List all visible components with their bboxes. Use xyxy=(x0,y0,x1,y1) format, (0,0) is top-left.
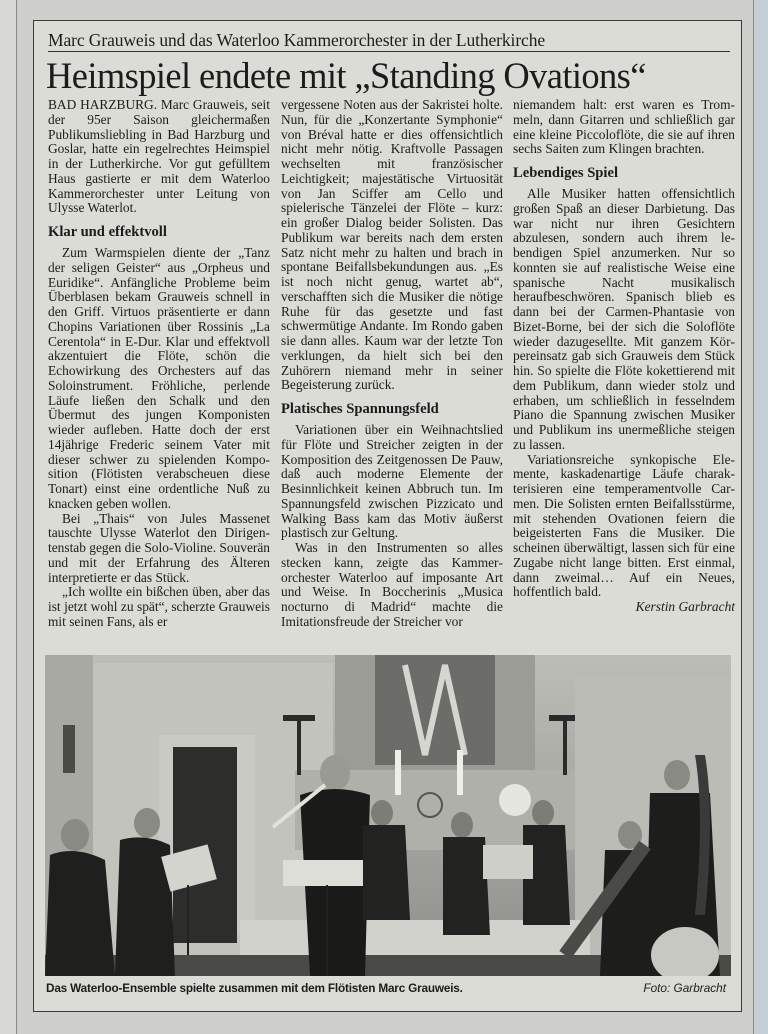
newspaper-article xyxy=(33,20,742,1012)
article-paragraph: vergessene Noten aus der Sakristei holte. Nun, für die „Konzertante Symphonie“ von Bréval hatte er dies offensichtlich nicht mehr nötig. Kraftvolle Passagen wechselten mit französischer Leichtigkeit; majestätische Virtuosität von Jan Sciffer am Cello und spielerische Tänzelei der Flöte – kurz: ein großer Dialog beider Solisten. Das Publikum war bereits nach dem ersten Satz nicht mehr zu halten und brach in spontane Beifallsbekundungen aus. „Es ist noch nicht genug, wartet ab“, verschafften sich die Musiker die nötige Ruhe für das gesetzte und fast schwermütige Andante. Im Rondo gaben sie dann alles. Kaum war der letzte Ton verklungen, da hielt sich bei den Zuhörern niemand mehr in seiner Begeisterung zurück. xyxy=(281,97,503,393)
concert-photo xyxy=(45,655,731,976)
section-subheading: Lebendiges Spiel xyxy=(513,165,619,181)
article-column-1 xyxy=(48,98,270,630)
article-paragraph: BAD HARZBURG. Marc Grauweis, seit der 95er Saison gleichermaßen Publikumsliebling in Bad Harzburg und Goslar, hatte ein regelrechtes Heimspiel in der Lutherkirche. Vor gut gefülltem Haus gastierte er mit dem Waterloo Kammerorchester unter Leitung von Ulysse Waterlot. xyxy=(48,97,270,216)
photo-credit: Foto: Garbracht xyxy=(643,981,726,995)
article-paragraph: niemandem halt: erst waren es Trommeln, dann Gitarren und schließlich gar eine kleine Piccoloflöte, die sie auf ihren sechs Saiten zum Klingen brachten. xyxy=(513,97,735,157)
concert-photo-image xyxy=(45,655,731,976)
article-body xyxy=(46,97,735,658)
author-byline: Kerstin Garbracht xyxy=(635,599,735,614)
article-headline: Heimspiel endete mit „Standing Ovations“ xyxy=(46,56,646,97)
article-paragraph: Bei „Thais“ von Jules Massenet tauschte Ulysse Waterlot den Dirigentenstab gegen die Solo-Violine. Souverän und mit der Erfahrung des Älteren interpretierte er das Stück. xyxy=(48,510,270,585)
article-kicker: Marc Grauweis und das Waterloo Kammerorchester in der Lutherkirche xyxy=(48,30,730,52)
article-column-3 xyxy=(513,98,735,615)
photo-caption-text: Das Waterloo-Ensemble spielte zusammen mit dem Flötisten Marc Grauweis. xyxy=(46,981,463,995)
article-paragraph: Was in den Instrumenten so alles stecken kann, zeigte das Kammerorchester Waterloo auf imposante Art und Weise. In Boccherinis „Musica nocturno di Madrid“ machte die Imitationsfreude der Streicher vor xyxy=(281,540,503,629)
article-paragraph: Variationen über ein Weihnachtslied für Flöte und Streicher zeigten in der Komposition des Zeitgenossen De Pauw, daß auch moderne Elemente der Besinnlichkeit keinen Abbruch tun. Im Spannungsfeld zwischen Pizzicato und Walking Bass kam das Motiv äußerst plastisch zur Geltung. xyxy=(281,422,503,541)
adjacent-page-edge-right xyxy=(753,0,768,1034)
section-subheading: Klar und effektvoll xyxy=(48,224,167,240)
adjacent-page-edge-left xyxy=(0,0,17,1034)
section-subheading: Platisches Spannungsfeld xyxy=(281,401,439,417)
article-paragraph: Variationsreiche synkopische Elemente, kaskadenartige Läufe charakterisieren eine temperamentvolle Carmen. Die Solisten ernten Beifallsstürme, mit stehenden Ovationen feiern die beigeisterten Fans die Musiker. Die scheinen überwältigt, lassen sich für eine Zugabe nicht lange bitten. Erst einmal, dann zweimal… Auf ein Neues, hoffentlich bald. xyxy=(513,451,735,600)
article-paragraph: Zum Warmspielen diente der „Tanz der seligen Geister“ aus „Orpheus und Euridike“. Anfängliche Probleme beim Überblasen bekam Grauweis schnell in den Griff. Virtuos präsentierte er dann Chopins Variationen über Rossinis „La Cerentola“ in E-Dur. Klar und effektvoll akzentuiert die Flöte, schön die Echowirkung des Orchesters auf das Soloinstrument. Fröhliche, perlende Läufe ließen den Schalk und den Übermut des jungen Komponisten wieder aufleben. Hatte doch der erst 14jährige Frederic seinem Vater mit dieser schwer zu spielenden Komposition (Flötisten verabscheuen diese Tonart) einst eine ordentliche Nuß zu knacken geben wollen. xyxy=(48,245,270,511)
article-column-2 xyxy=(281,98,503,630)
article-paragraph: Alle Musiker hatten offensichtlich großen Spaß an dieser Darbietung. Das war nicht nur ihren Gesichtern abzulesen, sondern auch ihrem lebendigen Spiel anzumerken. Nur so konnten sie auf realistische Weise eine spanische Nacht musikalisch heraufbeschwören. Spanisch blieb es dann bei der Carmen-Phantasie von Bizet-Borne, bei der sich die Soloflöte wieder dazugesellte. Mit ganzem Körpereinsatz gab sich Grauweis dem Stück hin. So spielte die Flöte kokettierend mit dem Publikum, dann wieder stolz und erhaben, um schließlich in fesselndem Piano die Spannung zwischen Musiker und Publikum ins unermeßliche steigen zu lassen. xyxy=(513,186,735,452)
photo-caption xyxy=(46,981,726,995)
article-paragraph: „Ich wollte ein bißchen üben, aber das ist jetzt wohl zu spät“, scherzte Grauweis mit seinen Fans, als er xyxy=(48,584,270,629)
